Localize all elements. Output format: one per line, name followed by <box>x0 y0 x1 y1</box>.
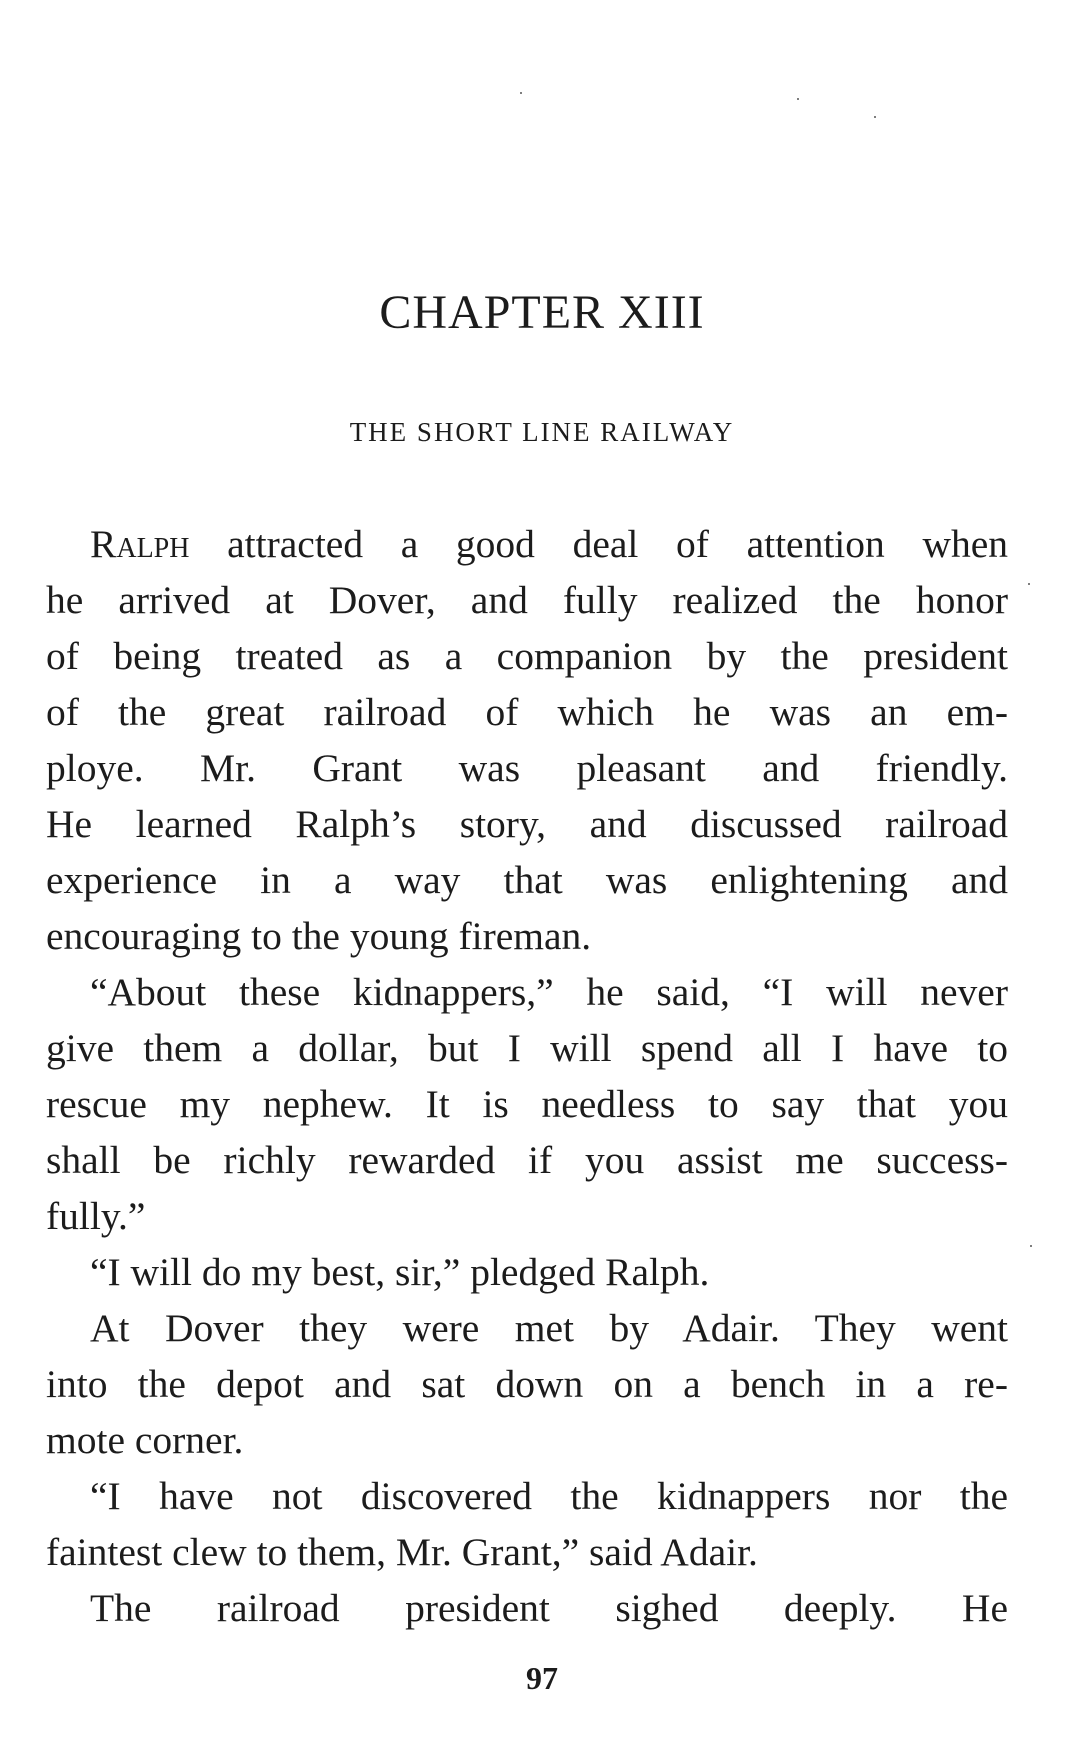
text-line: rescue my nephew. It is needless to say that you <box>46 1082 1008 1126</box>
text-line: mote corner. <box>46 1418 244 1462</box>
scan-speck <box>520 92 522 94</box>
text-line: “I will do my best, sir,” pledged Ralph. <box>90 1250 710 1294</box>
text-line: shall be richly rewarded if you assist me success- <box>46 1138 1008 1182</box>
text-line: of being treated as a companion by the president <box>46 634 1008 678</box>
text-line: of the great railroad of which he was an em- <box>46 690 1008 734</box>
scan-speck <box>1030 1245 1032 1247</box>
scan-speck <box>797 98 799 100</box>
chapter-subtitle: THE SHORT LINE RAILWAY <box>349 417 735 447</box>
scan-speck <box>874 116 876 118</box>
text-line: “About these kidnappers,” he said, “I will never <box>90 970 1008 1014</box>
page-number: 97 <box>526 1660 558 1696</box>
text-line: give them a dollar, but I will spend all I have to <box>46 1026 1008 1070</box>
text-line: Ralph attracted a good deal of attention when <box>90 522 1008 566</box>
text-line: encouraging to the young fireman. <box>46 914 592 958</box>
text-line: into the depot and sat down on a bench in a re- <box>46 1362 1008 1406</box>
lead-word: Ralph <box>90 522 190 566</box>
scan-speck <box>1028 583 1030 585</box>
text-line: ploye. Mr. Grant was pleasant and friendly. <box>46 746 1008 790</box>
text-line: He learned Ralph’s story, and discussed railroad <box>46 802 1008 846</box>
text-line: experience in a way that was enlightening and <box>46 858 1008 902</box>
text-line: At Dover they were met by Adair. They went <box>90 1306 1008 1350</box>
text-line: he arrived at Dover, and fully realized the honor <box>46 578 1008 622</box>
text-line: “I have not discovered the kidnappers nor the <box>90 1474 1008 1518</box>
text-line: faintest clew to them, Mr. Grant,” said Adair. <box>46 1530 758 1574</box>
chapter-title: CHAPTER XIII <box>379 286 705 339</box>
text-line: The railroad president sighed deeply. He <box>90 1586 1008 1630</box>
text-line: fully.” <box>46 1194 146 1238</box>
